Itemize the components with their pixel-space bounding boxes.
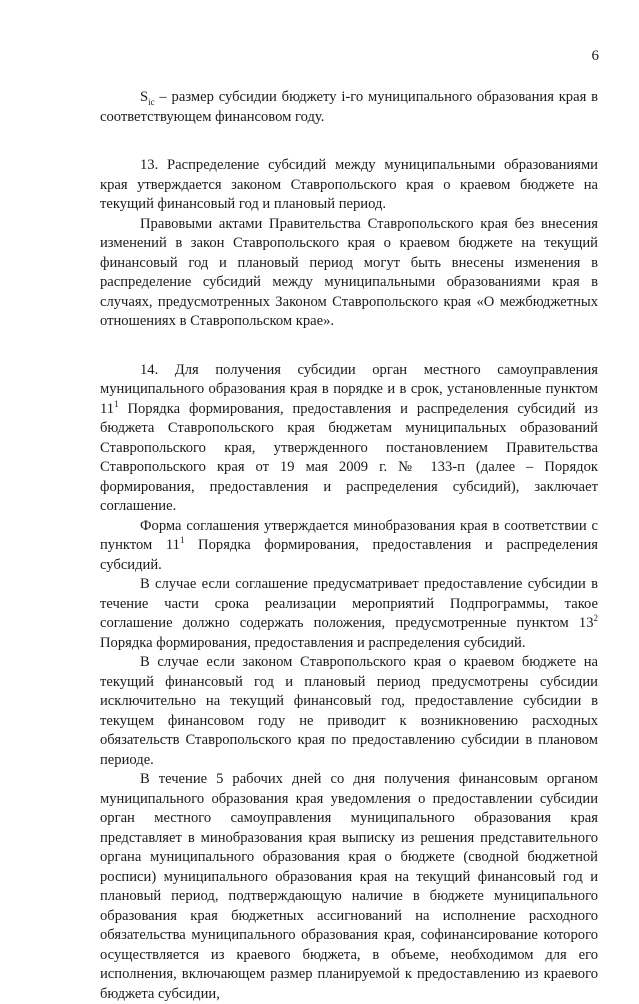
paragraph-14-agreement <box>100 361 598 517</box>
paragraph-current-year-only: В случае если законом Ставропольского края о краевом бюджете на текущий финансовый год и плановый период предусмотрены субсидии исключительно на текущий финансовый год, предоставление субсидии в текущем финансовом году не приводит к возникновению расходных обязательств Ставропольского края по предоставлению субсидии в плановом периоде. <box>100 654 598 768</box>
paragraph-text-part: 14. Для получения субсидии орган местного самоуправления муниципального образования края в порядке и в срок, установленные пунктом 11 <box>100 361 598 417</box>
paragraph-agreement-form <box>100 517 598 576</box>
paragraph-text-part: В случае если соглашение предусматривает предоставление субсидии в течение части срока реализации мероприятий Подпрограммы, такое соглашение должно содержать положения, предусмотренные пунктом 13 <box>100 576 598 631</box>
document-body <box>100 88 598 1004</box>
spacer <box>100 127 598 156</box>
superscript: 1 <box>179 535 185 546</box>
definition-text: – размер субсидии бюджету i-го муниципального образования края в соответствующем финансовом году. <box>100 89 598 125</box>
paragraph-13-distribution: 13. Распределение субсидий между муниципальными образованиями края утверждается законом Ставропольского края о краевом бюджете на текущий финансовый год и плановый период. <box>100 157 598 212</box>
formula-symbol: S <box>140 89 149 105</box>
paragraph-text-part: Форма соглашения утверждается минобразования края в соответствии с пунктом 11 <box>100 517 598 553</box>
formula-subscript: ic <box>148 96 155 107</box>
paragraph-text-part: Порядка формирования, предоставления и распределения субсидий. <box>100 634 526 651</box>
paragraph-subsidy-size-definition <box>100 88 598 127</box>
spacer <box>100 332 598 361</box>
paragraph-legal-acts: Правовыми актами Правительства Ставропольского края без внесения изменений в закон Ставропольского края о краевом бюджете на текущий финансовый год и плановый период могут быть внесены изменения в распределение субсидий между муниципальными образованиями края в случаях, предусмотренных Законом Ставропольского края «О межбюджетных отношениях в Ставропольском крае». <box>100 215 598 329</box>
superscript: 2 <box>593 613 598 624</box>
paragraph-text-part: Порядка формирования, предоставления и распределения субсидий. <box>100 537 598 573</box>
paragraph-five-days: В течение 5 рабочих дней со дня получения финансовым органом муниципального образования края уведомления о предоставлении субсидии орган местного самоуправления муниципального образования края представляет в минобразования края выписку из решения представительного органа муниципального образования края о бюджете (сводной бюджетной росписи) муниципального образования края на текущий финансовый год и плановый период, подтверждающую наличие в бюджете муниципального образования края бюджетных ассигнований на исполнение расходного обязательства муниципального образования края, софинансирование которого осуществляется из краевого бюджета, в объеме, необходимом для его исполнения, включающем размер планируемой к предоставлению из краевого бюджета субсидии, <box>100 771 598 1002</box>
page-number: 6 <box>591 48 599 64</box>
superscript: 1 <box>114 398 119 409</box>
paragraph-partial-term <box>100 575 598 653</box>
paragraph-text-part: Порядка формирования, предоставления и распределения субсидий из бюджета Ставропольского края бюджетам муниципальных образований Ставропольского края, утвержденного постановлением Правительства Ставропольского края от 19 мая 2009 г. № 133-п (далее – Порядок формирования, предоставления и распределения субсидий), заключает соглашение. <box>100 400 598 514</box>
